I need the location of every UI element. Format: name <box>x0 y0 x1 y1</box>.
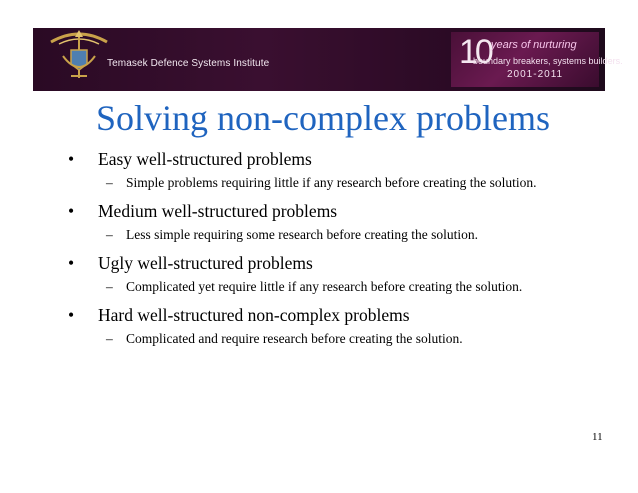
bullet-marker: • <box>68 149 75 169</box>
sub-bullet-marker: – <box>106 279 113 294</box>
bullet-item <box>68 252 588 274</box>
anniversary-subtitle: boundary breakers, systems builders. <box>473 56 623 66</box>
sub-bullet-text: Complicated and require research before creating the solution. <box>126 331 463 346</box>
slide-title: Solving non-complex problems <box>96 98 550 138</box>
anniversary-years: 2001-2011 <box>507 69 564 80</box>
anniversary-number: 10 <box>459 33 491 71</box>
sub-bullet-marker: – <box>106 175 113 190</box>
bullet-item <box>68 148 588 170</box>
anniversary-badge <box>451 32 623 87</box>
sub-bullet-item <box>68 174 588 191</box>
institute-logo-icon <box>41 28 117 91</box>
institute-name: Temasek Defence Systems Institute <box>107 58 270 69</box>
bullet-list <box>68 148 588 347</box>
sub-bullet-text: Complicated yet require little if any research before creating the solution. <box>126 279 523 294</box>
bullet-item <box>68 200 588 222</box>
bullet-text: Ugly well-structured problems <box>98 253 313 273</box>
bullet-text: Medium well-structured problems <box>98 201 338 221</box>
bullet-item <box>68 304 588 326</box>
header-banner <box>33 28 623 91</box>
sub-bullet-text: Simple problems requiring little if any research before creating the solution. <box>126 175 537 190</box>
anniversary-tagline: years of nurturing <box>491 39 577 51</box>
bullet-marker: • <box>68 201 75 221</box>
page-number: 11 <box>592 431 603 443</box>
sub-bullet-marker: – <box>106 331 113 346</box>
sub-bullet-item <box>68 330 588 347</box>
bullet-marker: • <box>68 305 75 325</box>
sub-bullet-item <box>68 226 588 243</box>
sub-bullet-text: Less simple requiring some research before creating the solution. <box>126 227 479 242</box>
sub-bullet-item <box>68 278 588 295</box>
bullet-text: Hard well-structured non-complex problems <box>98 305 410 325</box>
bullet-marker: • <box>68 253 75 273</box>
sub-bullet-marker: – <box>106 227 113 242</box>
bullet-text: Easy well-structured problems <box>98 149 312 169</box>
